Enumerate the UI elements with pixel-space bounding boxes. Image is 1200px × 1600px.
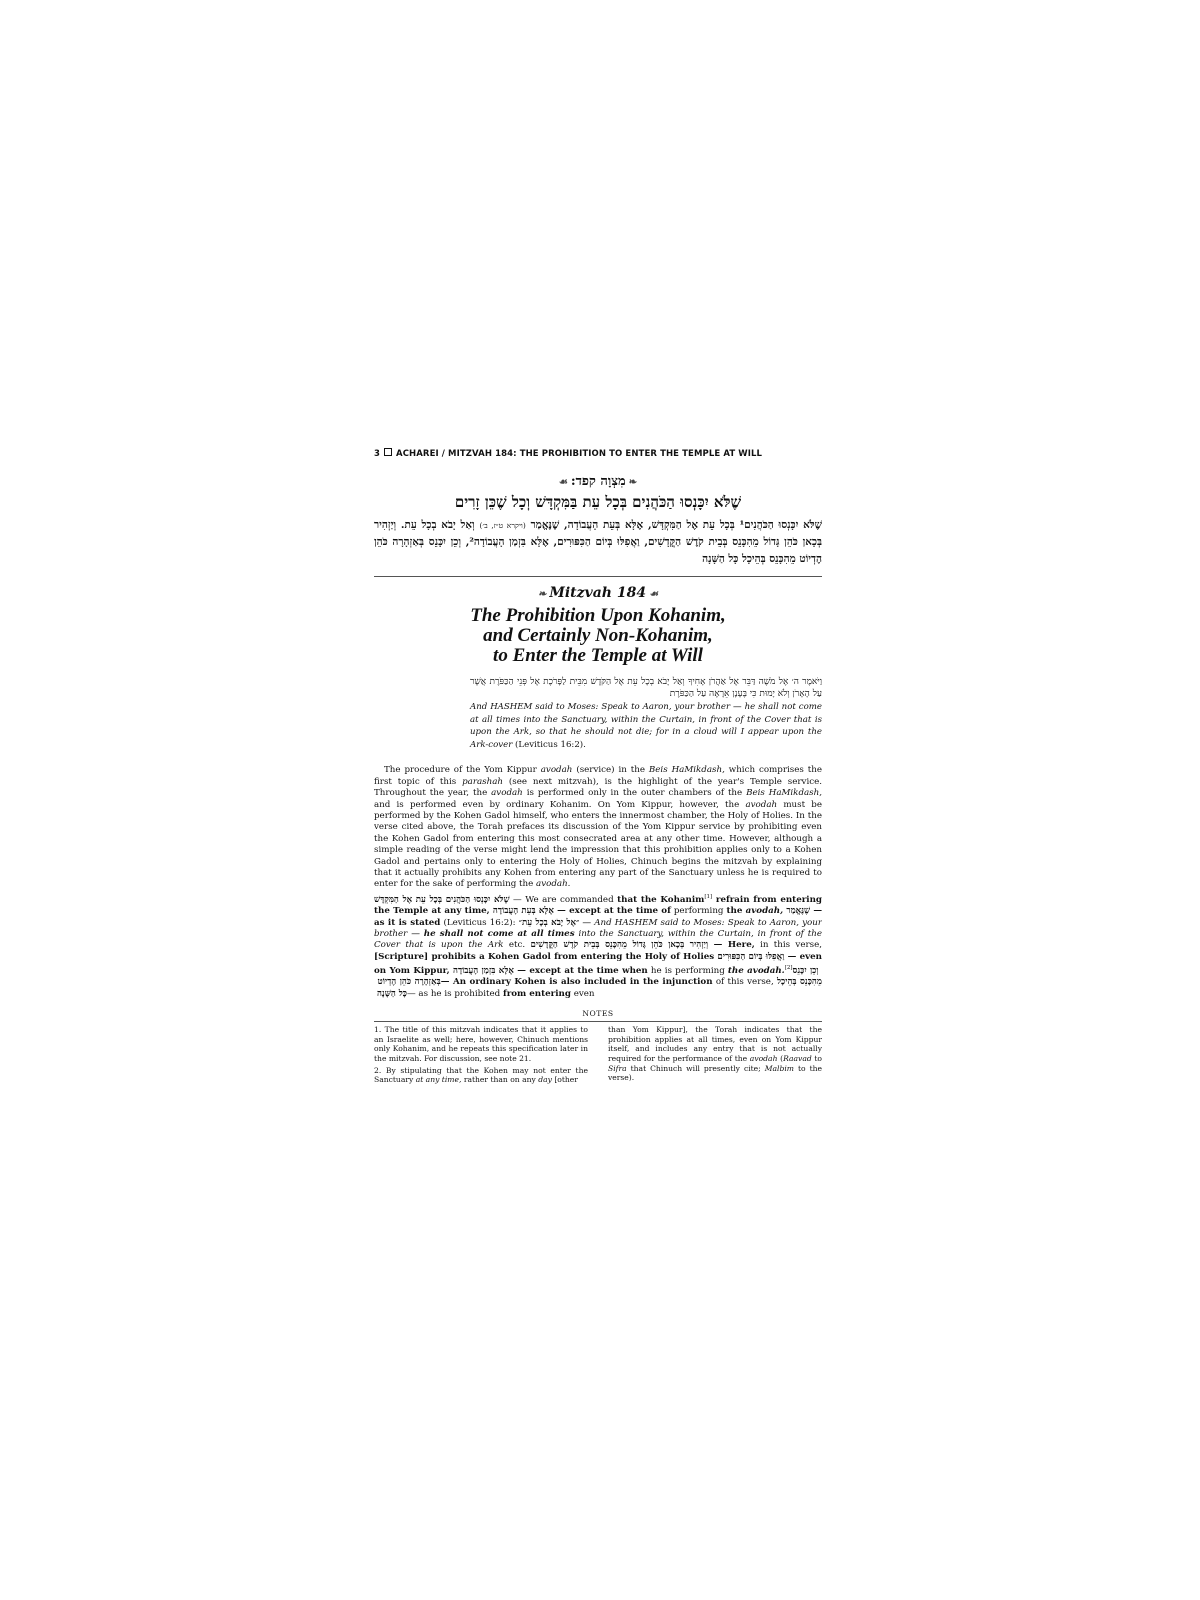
text: avodah. (536, 879, 571, 890)
footnote-ref[interactable]: [2] (784, 965, 793, 972)
text: the (726, 906, 743, 917)
text: — And HASHEM said to Moses: Speak to Aaron, your brother — (374, 917, 822, 939)
text: refrain from entering the Temple at any time, (374, 894, 822, 917)
hebrew-body (374, 517, 822, 568)
book-page (374, 448, 822, 1160)
text: — even on Yom Kippur, (374, 951, 822, 977)
section-divider (374, 576, 822, 577)
hebrew-body-part: וְאַל יָבֹא בְכָל עֵת. וְיַזְהִיר בְּכָאן כֹּהֵן גָּדוֹל מֵהִכָּנֵס בְּבֵית קֹדֶשׁ הַקֳּדָשִׁים, וַאֲפִלּוּ בְּיוֹם הַכִּפּוּרִים, אֶלָּא בִּזְמַן הָעֲבוֹדָה², וְכֵן יִכָּנֵס בְּאַזְהָרָה כֹּהֵן הֶדְיוֹט מֵהִכָּנֵס בְּהֵיכָל כָּל הַשָּׁנָה (374, 519, 822, 565)
hebrew-lemma: אֶלָּא בִּזְמַן הָעֲבוֹדָה (449, 966, 518, 977)
main-text (374, 765, 822, 1000)
text: performing (670, 906, 727, 917)
footnote-ref[interactable]: [1] (704, 893, 713, 900)
verse-english-ref: (Leviticus 16:2). (515, 739, 586, 750)
notes-column-left (374, 1025, 588, 1087)
text: that the Kohanim (617, 894, 705, 905)
hebrew-mitzvah-number (374, 473, 822, 489)
text: etc. (503, 940, 531, 951)
text: [Scripture] prohibits a Kohen Gadol from entering the Holy of Holies (374, 951, 715, 962)
hebrew-body-ref: (ויקרא ט״ז, ב׳) (479, 521, 526, 530)
text: to (811, 1054, 822, 1064)
hebrew-lemma: אֶלָּא בְּעֵת הָעֲבוֹדָה (489, 906, 558, 917)
text: Raavad (783, 1054, 812, 1064)
hebrew-title: שֶׁלֹּא יִכָּנְסוּ הַכֹּהֲנִים בְּכָל עֵת בַּמִּקְדָּשׁ וְכָל שֶׁכֵּן זָרִים (454, 493, 742, 511)
hebrew-lemma: וְכֵן יִכָּנֵס בְּאַזְהָרָה כֹּהֵן הֶדְיוֹט (374, 966, 822, 988)
text: he shall not come at all times (423, 928, 575, 939)
text: the avodah. (727, 966, 785, 977)
verse-english (470, 701, 822, 751)
english-mitzvah-number (374, 585, 822, 601)
text: and is performed even by ordinary Kohanim. On Yom Kippur, however, the (374, 799, 746, 810)
note-2-continued (608, 1025, 822, 1083)
text: Malbim (764, 1063, 794, 1073)
running-title: ACHAREI / MITZVAH 184: THE PROHIBITION TO ENTER THE TEMPLE AT WILL (396, 449, 763, 459)
hebrew-lemma: וְיַזְהִיר בְּכָאן כֹּהֵן גָּדוֹל מֵהִכָּנֵס בְּבֵית קֹדֶשׁ הַקֳּדָשִׁים (530, 940, 709, 951)
text: — as it is stated (374, 906, 822, 928)
text: (service) in the (572, 765, 649, 776)
text: Beis HaMikdash, (648, 765, 725, 776)
text: — An ordinary Kohen is also included in the injunction (440, 977, 713, 988)
text: at any time, (415, 1075, 462, 1085)
notes-title: NOTES (582, 1009, 614, 1019)
text: Sifra (608, 1063, 627, 1073)
ornament-icon: ☙ (558, 477, 568, 488)
ornament-icon: ❧ (628, 477, 638, 488)
running-head (374, 448, 822, 459)
text: into the Sanctuary, within the Curtain, in front of the Cover that is upon the Ark (374, 928, 822, 951)
page-number: 3 (374, 449, 381, 459)
text: avodah (540, 765, 573, 776)
text: 2. By stipulating that the Kohen may not enter the Sanctuary (374, 1065, 588, 1085)
text: — Here, (708, 940, 755, 951)
text: he is performing (647, 966, 728, 977)
hebrew-lemma: שֶׁנֶּאֱמַר (783, 906, 814, 917)
intro-paragraph (374, 765, 822, 890)
verse-hebrew: וַיֹּאמֶר ה׳ אֶל מֹשֶׁה דַּבֵּר אֶל אַהֲרֹן אָחִיךָ וְאַל יָבֹא בְכָל עֵת אֶל הַקֹּדֶשׁ מִבֵּית לַפָּרֹכֶת אֶל פְּנֵי הַכַּפֹּרֶת אֲשֶׁר עַל הָאָרֹן וְלֹא יָמוּת כִּי בֶּעָנָן אֵרָאֶה עַל הַכַּפֹּרֶת (470, 677, 822, 699)
text: The procedure of the Yom Kippur (384, 765, 541, 776)
text: avodah (745, 799, 778, 810)
text: in this verse, (754, 940, 822, 951)
text: avodah (749, 1054, 778, 1064)
verse-english-text: And HASHEM said to Moses: Speak to Aaron, your brother — he shall not come at all times into the Sanctuary, within the Curtain, in front of the Cover that is upon the Ark, so that he should not die; for in a cloud will I appear upon the Ark-cover (470, 702, 822, 750)
english-title-line: to Enter the Temple at Will (493, 645, 703, 666)
text: [other (551, 1075, 578, 1085)
box-icon (384, 448, 392, 456)
english-title-line: The Prohibition Upon Kohanim, (470, 605, 726, 626)
text: parashah (462, 776, 503, 787)
hebrew-lemma: שֶׁלֹּא יִכָּנְסוּ הַכֹּהֲנִים בְּכָל עֵת אֶל הַמִּקְדָּשׁ (374, 894, 510, 905)
text: (Leviticus 16:2): (440, 917, 519, 928)
hebrew-body-part: שֶׁלֹּא יִכָּנְסוּ הַכֹּהֲנִים¹ בְּכָל עֵת אֶל הַמִּקְדָּשׁ, אֶלָּא בְּעֵת הָעֲבוֹדָה, שֶׁנֶּאֱמַר (530, 519, 822, 531)
text: avodah, (742, 906, 784, 917)
notes-section (374, 1025, 822, 1087)
text: — except at the time of (557, 906, 671, 917)
note-1: 1. The title of this mitzvah indicates that it applies to an Israelite as well; here, however, Chinuch mentions only Kohanim, and he repeats this specification later in the mitzvah. For discussion, see note 21. (374, 1025, 588, 1064)
verse-block (470, 676, 822, 751)
text: ( (777, 1054, 784, 1064)
ornament-icon: ☙ (649, 589, 659, 600)
text: — except at the time when (517, 966, 648, 977)
hebrew-mitzvah-number-text: מִצְוָה קפד: (570, 474, 626, 489)
text: of this verse, (712, 977, 777, 988)
text: must be performed by the Kohen Gadol himself, who enters the innermost chamber, the Holy of Holies. In the verse cited above, the Torah prefaces its discussion of the Yom Kippur service by prohibiting even the Kohen Gadol from entering this most consecrated area at any other time. However, although a simple reading of the verse might lend the impression that this prohibition applies only to a Kohen Gadol and pertains only to entering the Holy of Holies, Chinuch begins the mitzvah by explaining that it actually prohibits any Kohen from entering any part of the Sanctuary unless he is required to enter for the sake of performing the (374, 799, 822, 890)
text: — We are commanded (509, 894, 618, 905)
text: (see next mitzvah), is the highlight of the year's Temple service. Throughout the year, the (374, 776, 822, 799)
english-mitzvah-number-text: Mitzvah 184 (549, 585, 647, 601)
notes-column-right (608, 1025, 822, 1087)
text: is performed only in the outer chambers of the (522, 788, 747, 799)
text: than Yom Kippur], the Torah indicates that the prohibition applies at all times, even on Yom Kippur itself, and includes any entry that is not actually required for the performance of the (608, 1025, 822, 1064)
hebrew-lemma: ״אֶל יָבֹא בְכָל עֵת״ (518, 917, 580, 928)
text: avodah (491, 788, 523, 799)
text: rather than on any (461, 1075, 539, 1085)
ornament-icon: ❧ (537, 589, 547, 600)
text: Beis HaMikdash, (746, 788, 822, 799)
english-title-line: and Certainly Non-Kohanim, (483, 625, 713, 646)
commentary-paragraph (374, 892, 822, 1000)
note-2 (374, 1066, 588, 1085)
text: — as he is prohibited (406, 988, 503, 999)
text: that Chinuch will presently cite; (626, 1063, 765, 1073)
text: from entering (502, 988, 571, 999)
english-title (374, 606, 822, 666)
text: even (570, 988, 595, 999)
hebrew-lemma: וַאֲפִלּוּ בְּיוֹם הַכִּפּוּרִים (714, 951, 788, 962)
text: day (538, 1075, 552, 1085)
text: to the verse). (608, 1063, 822, 1083)
hebrew-lemma: מֵהִכָּנֵס בְּהֵיכָל כָּל הַשָּׁנָה (374, 977, 822, 999)
notes-divider (374, 1021, 822, 1022)
text: which comprises the first topic of this (374, 765, 822, 787)
